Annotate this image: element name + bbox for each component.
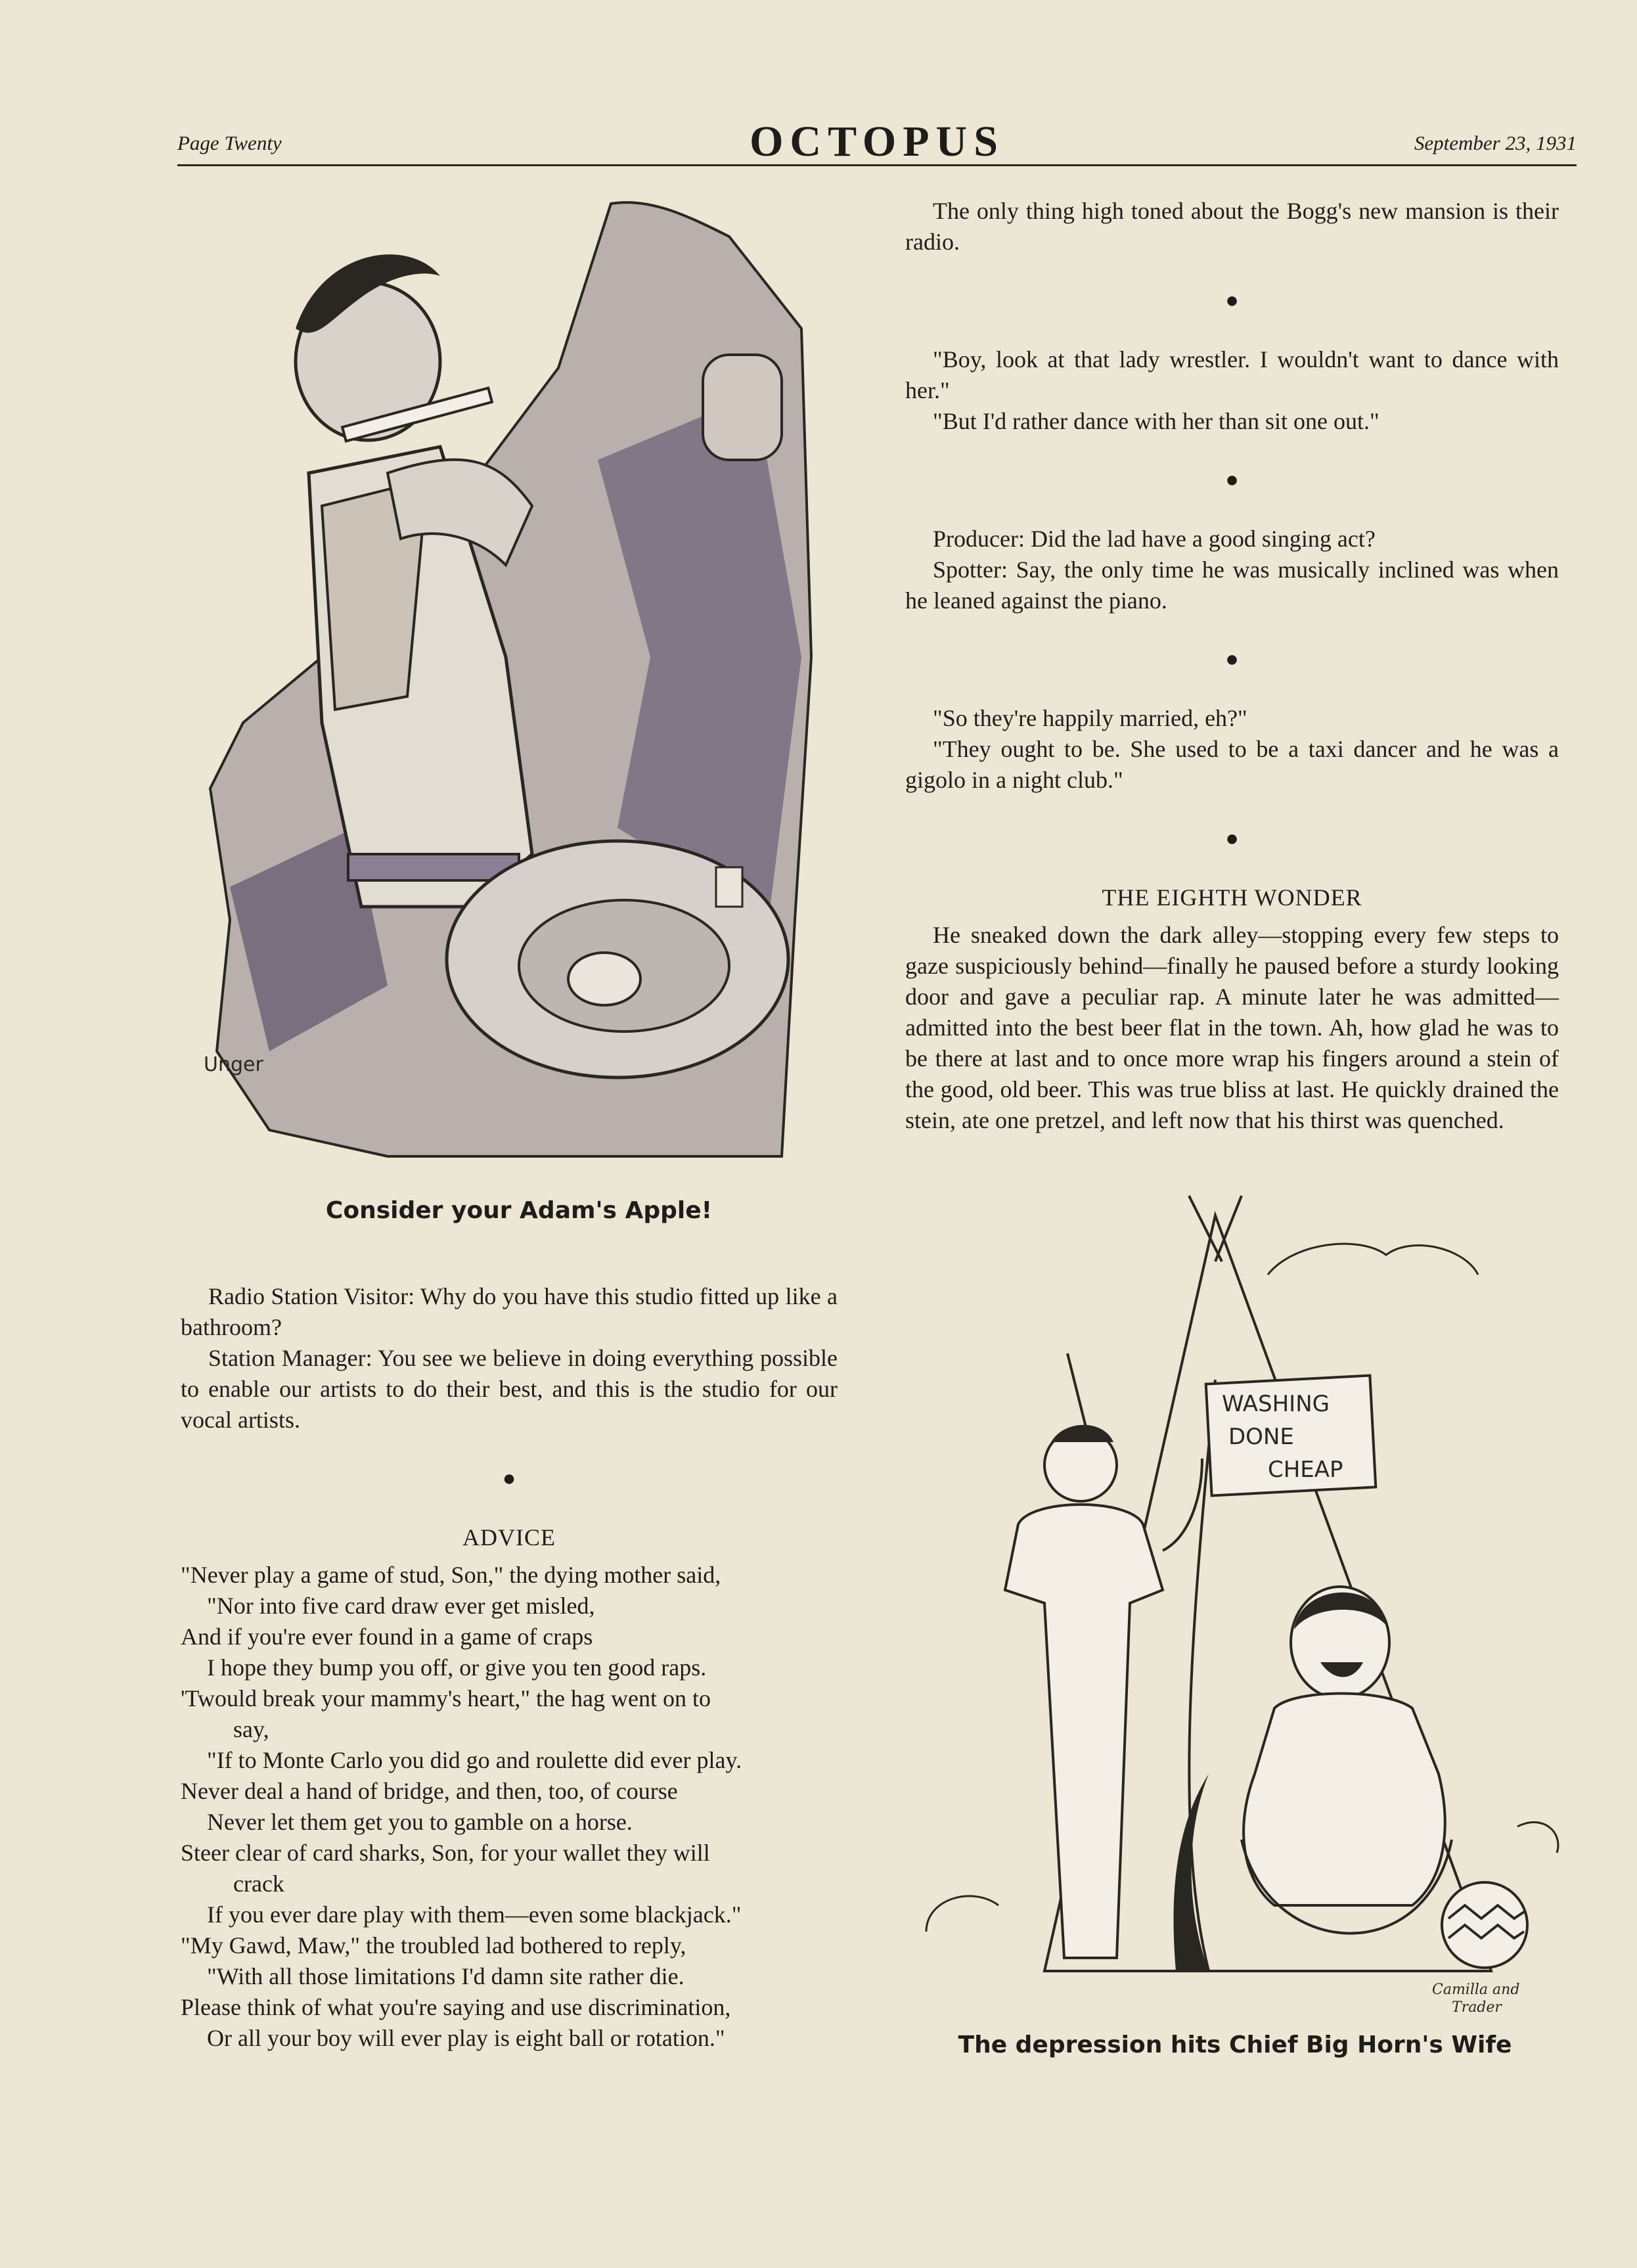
section-bullet: ● — [1225, 647, 1239, 671]
poem-line: I hope they bump you off, or give you ten good raps. — [207, 1654, 707, 1681]
story-text: He sneaked down the dark alley—stopping every few steps to gaze suspiciously behind—finally he paused before a sturdy looking door and gave a peculiar rap. A minute later he was admitted—admitted into the best beer flat in the town. Ah, how glad he was to be there at last and to once more wrap his fingers around a stein of the good, old beer. This was true bliss at last. He quickly drained the stein, ate one pretzel, and left now that his thirst was quenched. — [905, 922, 1559, 1133]
page-header — [177, 117, 1577, 166]
poem-line: "If to Monte Carlo you did go and roulette did ever play. — [207, 1747, 742, 1773]
poem-line: If you ever dare play with them—even some blackjack." — [207, 1901, 742, 1928]
poem-line: 'Twould break your mammy's heart," the hag went on to — [181, 1685, 711, 1712]
sign-text: CHEAP — [1268, 1457, 1343, 1483]
poem-line: "Never play a game of stud, Son," the dying mother said, — [181, 1562, 721, 1588]
poem-heading: ADVICE — [462, 1524, 556, 1551]
joke-text: "Boy, look at that lady wrestler. I wouldn't want to dance with her." — [905, 346, 1559, 403]
section-bullet: ● — [1225, 468, 1239, 492]
joke-text: Producer: Did the lad have a good singing act? — [933, 526, 1376, 552]
advice-poem — [181, 1560, 838, 2054]
joke-text: "But I'd rather dance with her than sit one out." — [933, 408, 1379, 434]
poem-line: Steer clear of card sharks, Son, for your wallet they will — [181, 1840, 710, 1866]
poem-line: Please think of what you're saying and use discrimination, — [181, 1994, 731, 2020]
illustration-signature: Camilla and — [1432, 1982, 1520, 1998]
left-text-column — [181, 1281, 838, 2054]
poem-line: And if you're ever found in a game of craps — [181, 1623, 593, 1650]
poem-line: crack — [233, 1871, 284, 1897]
magazine-title: OCTOPUS — [750, 118, 1004, 166]
section-bullet: ● — [502, 1466, 516, 1491]
dialogue-line: Radio Station Visitor: Why do you have this studio fitted up like a bathroom? — [181, 1283, 838, 1340]
illustration-signature: Unger — [204, 1053, 263, 1076]
page-number: Page Twenty — [177, 131, 282, 154]
poem-line: Never let them get you to gamble on a horse. — [207, 1809, 633, 1835]
illustration-signature: Trader — [1452, 1999, 1502, 2016]
poem-line: Or all your boy will ever play is eight ball or rotation." — [207, 2025, 725, 2051]
joke-text: "They ought to be. She used to be a taxi dancer and he was a gigolo in a night club." — [905, 736, 1559, 793]
poem-line: "My Gawd, Maw," the troubled lad bothered to reply, — [181, 1932, 686, 1959]
poem-line: say, — [233, 1716, 269, 1742]
sign-text: DONE — [1228, 1424, 1294, 1450]
joke-text: The only thing high toned about the Bogg's new mansion is their radio. — [905, 198, 1559, 255]
teepee-illustration — [900, 1183, 1570, 2030]
story-heading: THE EIGHTH WONDER — [1102, 884, 1362, 911]
illustration-caption: Consider your Adam's Apple! — [325, 1197, 713, 1224]
dialogue-line: Station Manager: You see we believe in doing everything possible to enable our artists to do their best, and this is the studio for our vocal artists. — [181, 1345, 838, 1433]
joke-text: "So they're happily married, eh?" — [933, 705, 1247, 731]
poem-line: "Nor into five card draw ever get misled, — [207, 1593, 595, 1619]
poem-line: "With all those limitations I'd damn site rather die. — [207, 1963, 684, 1989]
joke-text: Spotter: Say, the only time he was musically inclined was when he leaned against the piano. — [905, 556, 1559, 614]
illustration-caption: The depression hits Chief Big Horn's Wife — [958, 2031, 1512, 2058]
poem-line: Never deal a hand of bridge, and then, too, of course — [181, 1778, 678, 1804]
issue-date: September 23, 1931 — [1414, 131, 1577, 154]
section-bullet: ● — [1225, 827, 1239, 851]
sign-text: WASHING — [1222, 1391, 1330, 1417]
shaving-man-illustration — [191, 197, 821, 1163]
right-text-column — [905, 196, 1559, 1136]
section-bullet: ● — [1225, 288, 1239, 313]
